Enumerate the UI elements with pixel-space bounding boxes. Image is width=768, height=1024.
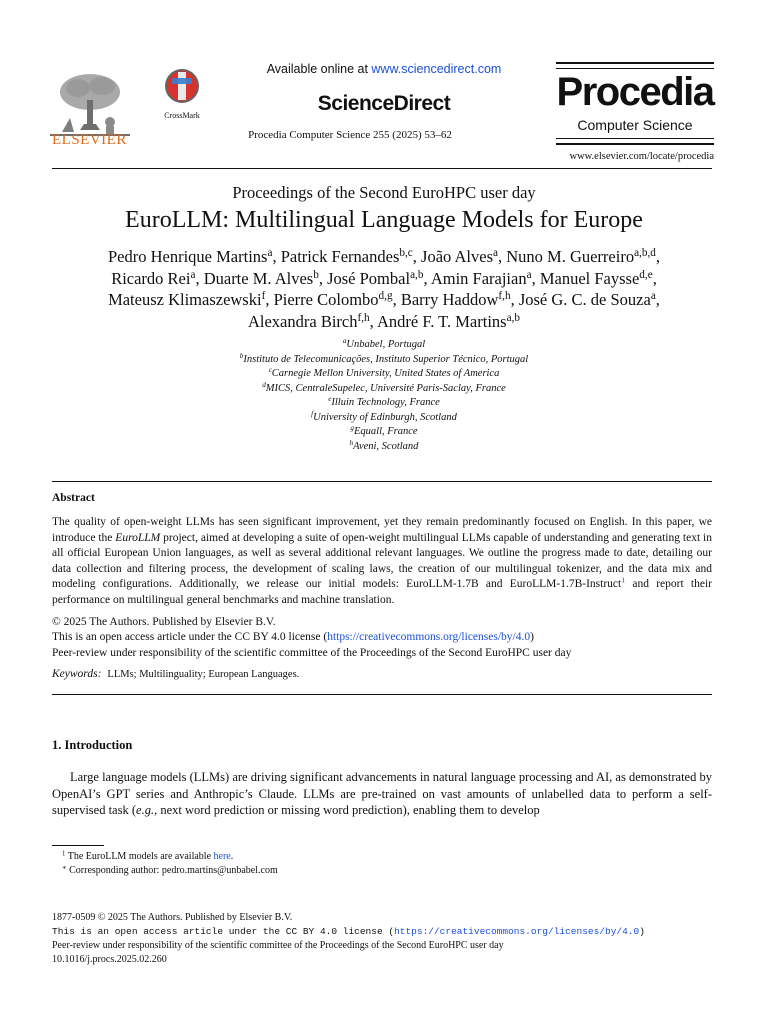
author-name: José Pombal: [327, 268, 411, 288]
abstract-text: [52, 515, 712, 608]
author: [421, 247, 498, 266]
keywords-values: LLMs; Multilinguality; European Languages.: [107, 669, 300, 680]
introduction-paragraph: [52, 769, 712, 819]
paper-title: EuroLLM: Multilingual Language Models for Europe: [125, 207, 643, 233]
affiliation-text: Instituto de Telecomunicações, Instituto Superior Técnico, Portugal: [243, 353, 529, 365]
corresponding-mark: ∗: [62, 864, 67, 872]
footer-peer-review-line: Peer-review under responsibility of the scientific committee of the Proceedings of the Second EuroHPC user day: [52, 940, 504, 951]
section-heading-introduction: 1. Introduction: [52, 738, 133, 752]
affiliation-item: [0, 353, 768, 368]
corresponding-author-note: [62, 864, 278, 878]
footer-license-text: This is an open access article under the CC BY 4.0 license (: [52, 926, 395, 937]
author-affiliation-marks: a: [650, 289, 656, 302]
author-affiliation-marks: d,e: [639, 268, 653, 281]
affiliation-item: [0, 338, 768, 353]
author-name: João Alves: [421, 247, 493, 266]
author-affiliation-marks: f: [261, 289, 266, 302]
author-affiliation-marks: a: [267, 246, 273, 259]
proceedings-name: Proceedings of the Second EuroHPC user day: [232, 183, 536, 202]
journal-url[interactable]: www.elsevier.com/locate/procedia: [569, 151, 714, 162]
affiliation-item: [0, 411, 768, 426]
copyright-notice: [52, 615, 571, 661]
author: [519, 290, 656, 309]
footnote-divider: [52, 845, 104, 846]
sciencedirect-logo: ScienceDirect: [317, 92, 451, 115]
affiliation-text: Illuin Technology, France: [331, 397, 440, 408]
author-affiliation-marks: a: [190, 268, 196, 281]
author: [108, 290, 265, 309]
license-text: This is an open access article under the CC BY 4.0 license (: [52, 631, 328, 644]
peer-review-line: Peer-review under responsibility of the scientific committee of the Proceedings of the Second EuroHPC user day: [52, 646, 572, 659]
footnote-1-end: .: [230, 851, 234, 862]
footnote-1: [62, 850, 278, 864]
author: [377, 312, 520, 331]
license-link[interactable]: https://creativecommons.org/licenses/by/4.0: [327, 631, 531, 644]
procedia-logo-subtitle: Computer Science: [577, 117, 693, 133]
intro-text-part: next word prediction or missing word prediction), enabling them to develop: [157, 803, 540, 817]
author-name: André F. T. Martins: [376, 311, 507, 331]
author-affiliation-marks: f,h: [357, 311, 370, 324]
license-line: [52, 630, 571, 645]
footnotes: [62, 850, 278, 878]
author: [248, 312, 370, 331]
author-name: José G. C. de Souza: [518, 290, 651, 309]
affiliation-item: [0, 367, 768, 382]
author-name: Barry Haddow: [400, 290, 499, 309]
author-name: Pedro Henrique Martins: [107, 247, 268, 266]
affiliation-text: University of Edinburgh, Scotland: [313, 411, 457, 423]
affiliation-key: f: [311, 409, 314, 418]
intro-text-em: e.g.,: [136, 803, 158, 817]
author-affiliation-marks: b,c: [399, 246, 413, 259]
author: [281, 247, 413, 266]
footnote-ref-1[interactable]: 1: [621, 575, 626, 585]
affiliation-key: h: [349, 438, 354, 447]
corresponding-author-text: Corresponding author: pedro.martins@unbabel.com: [69, 865, 278, 876]
header-divider: [52, 168, 712, 169]
author-affiliation-marks: a: [526, 268, 532, 281]
affiliation-item: [0, 382, 768, 397]
affiliation-key: b: [239, 351, 244, 360]
author: [274, 290, 393, 309]
intro-text-part: Large language models (LLMs) are driving significant advancements in natural language processing and AI, as demonstrated by OpenAI’s GPT series and Anthropic’s Claude. LLMs are pre-trained on vast amounts of unlabelled data to perform a self-supervised task (: [52, 770, 712, 817]
affiliation-text: Carnegie Mellon University, United States of America: [271, 368, 500, 379]
author: [540, 269, 653, 288]
author-affiliation-marks: a,b,d: [634, 246, 656, 259]
keywords-line: [52, 668, 299, 680]
footer-license-link[interactable]: https://creativecommons.org/licenses/by/4.0: [394, 926, 640, 937]
footer-license-line: [52, 925, 645, 939]
abstract-text-part: and report their performance on multilingual general benchmarks and machine translation.: [52, 578, 712, 606]
author-affiliation-marks: a,b: [506, 311, 520, 324]
journal-citation: Procedia Computer Science 255 (2025) 53–62: [248, 129, 452, 141]
footer-issn-line: 1877-0509 © 2025 The Authors. Published by Elsevier B.V.: [52, 912, 293, 923]
author-name: Patrick Fernandes: [280, 247, 400, 266]
affiliation-text: MICS, CentraleSupelec, Université Paris-Saclay, France: [265, 382, 506, 394]
affiliation-list: [0, 338, 768, 454]
footnote-1-mark: 1: [62, 850, 66, 858]
author-list: Pedro Henrique Martins$^a$, Patrick Fernandes$^{b,c}$, João Alves$^a$, Nuno M. Guerreiro$^{a,b,d}$, Ricardo Rei$^a$, Duarte M. Alves$^b$, José Pombal$^{a,b}$, Amin Farajian$^a$, Manuel Faysse$^{d,e}$, Mateusz Klimaszewski$^f$, Pierre Colombo$^{d,g}$, Barry Haddow$^{f,h}$, José G. C. de Souza$^a$, Alexandra Birch$^{f,h}$, André F. T. Martins$^{a,b}$: [107, 246, 661, 331]
author: [327, 269, 423, 288]
elsevier-wordmark: ELSEVIER: [52, 132, 127, 148]
author-name: Manuel Faysse: [539, 268, 640, 288]
author-name: Nuno M. Guerreiro: [506, 247, 635, 266]
procedia-top-rule: [556, 62, 714, 69]
abstract-heading: Abstract: [52, 492, 95, 504]
author-affiliation-marks: d,g: [378, 289, 393, 302]
author-affiliation-marks: f,h: [498, 289, 511, 302]
author: [108, 247, 272, 266]
author-name: Pierre Colombo: [273, 290, 379, 309]
author-name: Ricardo Rei: [111, 268, 191, 288]
footer-doi: 10.1016/j.procs.2025.02.260: [52, 954, 167, 965]
author-name: Amin Farajian: [430, 268, 527, 288]
affiliation-text: Unbabel, Portugal: [346, 339, 426, 350]
author-name: Mateusz Klimaszewski: [108, 290, 262, 309]
affiliation-key: d: [262, 380, 266, 389]
affiliation-item: [0, 440, 768, 455]
affiliation-key: e: [328, 395, 332, 404]
author: [111, 269, 195, 288]
affiliation-item: [0, 396, 768, 411]
abstract-text-part: The quality of open-weight LLMs has seen significant improvement, yet they remain predominantly focused on English. In this paper, we introduce the: [52, 516, 712, 544]
crossmark-label: CrossMark: [164, 111, 200, 120]
sciencedirect-link[interactable]: www.sciencedirect.com: [371, 62, 502, 76]
procedia-bottom-rule: [556, 138, 714, 145]
author: [401, 290, 511, 309]
footer-license-end: ): [639, 926, 645, 937]
author: [204, 269, 319, 288]
abstract-top-divider: [52, 481, 712, 482]
author-affiliation-marks: b: [313, 268, 319, 281]
affiliation-key: g: [350, 424, 354, 433]
models-link[interactable]: here: [213, 851, 231, 862]
author-name: Alexandra Birch: [247, 311, 358, 331]
keywords-label: Keywords:: [52, 668, 102, 680]
affiliation-text: Aveni, Scotland: [353, 440, 419, 452]
available-text: Available online at: [266, 62, 372, 76]
page-footer: [52, 911, 645, 967]
author-affiliation-marks: a,b: [410, 268, 424, 281]
affiliation-text: Equall, France: [353, 426, 418, 437]
procedia-logo-title: Procedia: [556, 70, 714, 114]
abstract-text-part: project, aimed at developing a suite of open-weight multilingual LLMs capable of understanding and generating text in all official European Union languages, as well as several additional relevant languages. We outline the progress made to date, detailing our data collection and filtering process, the development of scaling laws, the creation of our multilingual tokenizer, and the data mix and modeling configurations. Additionally, we release our initial models: EuroLLM-1.7B and EuroLLM-1.7B-Instruct: [52, 531, 712, 590]
copyright-line: © 2025 The Authors. Published by Elsevier B.V.: [52, 616, 276, 628]
procedia-logo: [556, 62, 714, 145]
footnote-1-text: The EuroLLM models are available: [67, 851, 214, 862]
affiliation-item: [0, 425, 768, 440]
author-affiliation-marks: a: [493, 246, 498, 259]
abstract-project-name: EuroLLM: [115, 531, 161, 544]
license-text-end: ): [530, 631, 534, 644]
author-name: Duarte M. Alves: [203, 268, 314, 288]
author: [431, 269, 532, 288]
affiliation-key: c: [268, 366, 272, 375]
abstract-bottom-divider: [52, 694, 712, 695]
author: [506, 247, 656, 266]
affiliation-key: a: [342, 337, 347, 346]
